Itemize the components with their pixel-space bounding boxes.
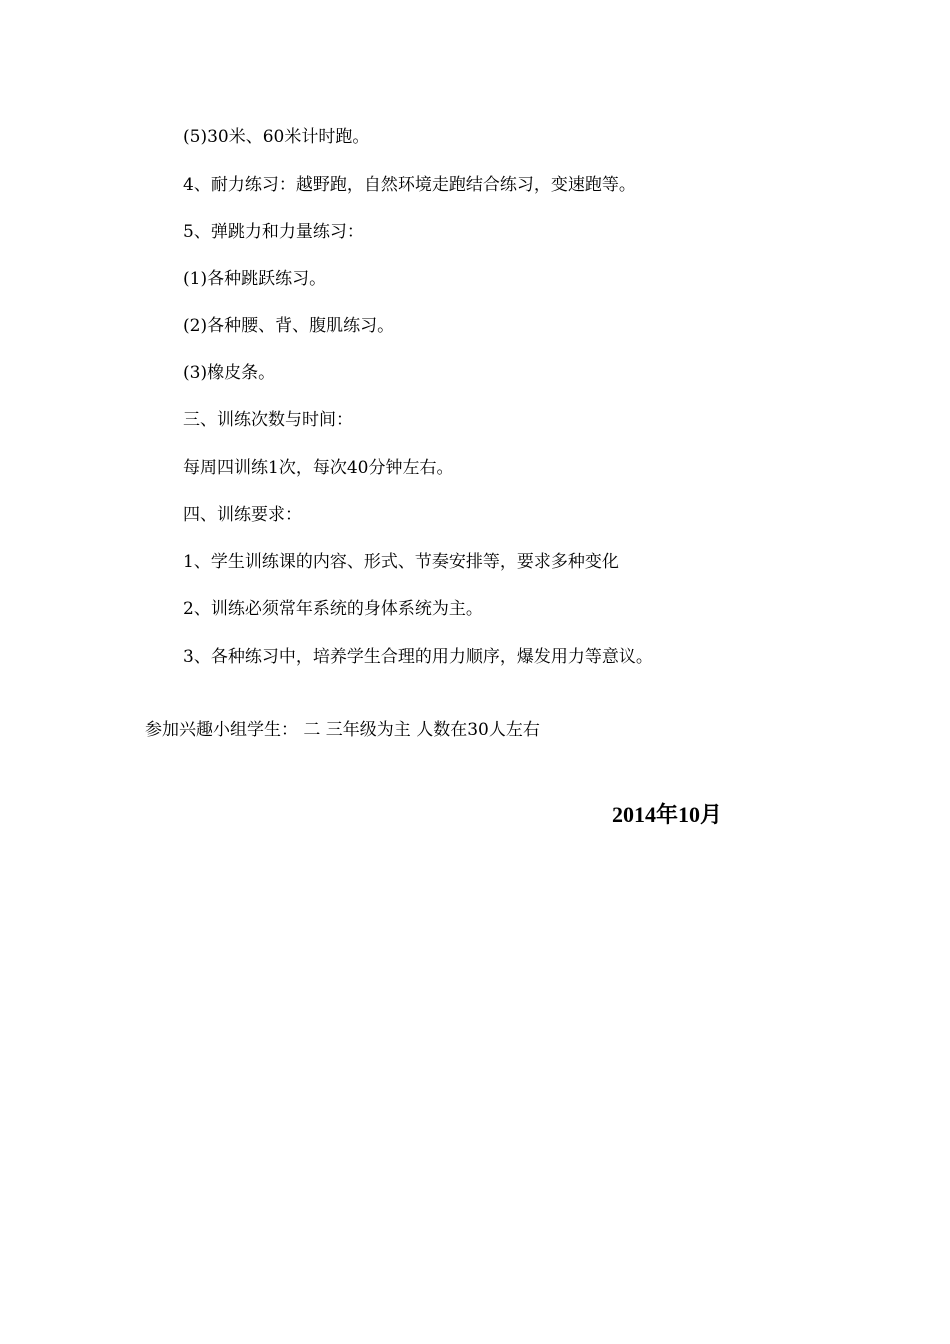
participants-line: 参加兴趣小组学生： 二 三年级为主 人数在30人左右 [145,720,540,740]
text-line-requirement-1: 1、学生训练课的内容、形式、节奏安排等，要求多种变化 [183,552,619,572]
text-line-core: (2)各种腰、背、腹肌练习。 [183,316,395,336]
text-line-rubber-band: (3)橡皮条。 [183,363,276,383]
text-line-running-timed: (5)30米、60米计时跑。 [183,127,370,147]
text-line-endurance: 4、耐力练习：越野跑，自然环境走跑结合练习，变速跑等。 [183,175,636,195]
text-line-schedule: 每周四训练1次，每次40分钟左右。 [183,458,454,478]
text-line-requirement-3: 3、各种练习中，培养学生合理的用力顺序，爆发用力等意议。 [183,647,653,667]
document-date: 2014年10月 [612,802,723,827]
text-line-requirement-2: 2、训练必须常年系统的身体系统为主。 [183,599,483,619]
section-heading-requirements: 四、训练要求： [183,505,302,525]
section-heading-frequency: 三、训练次数与时间： [183,410,353,430]
text-line-jump-strength: 5、弹跳力和力量练习： [183,222,364,242]
text-line-jumping: (1)各种跳跃练习。 [183,269,327,289]
